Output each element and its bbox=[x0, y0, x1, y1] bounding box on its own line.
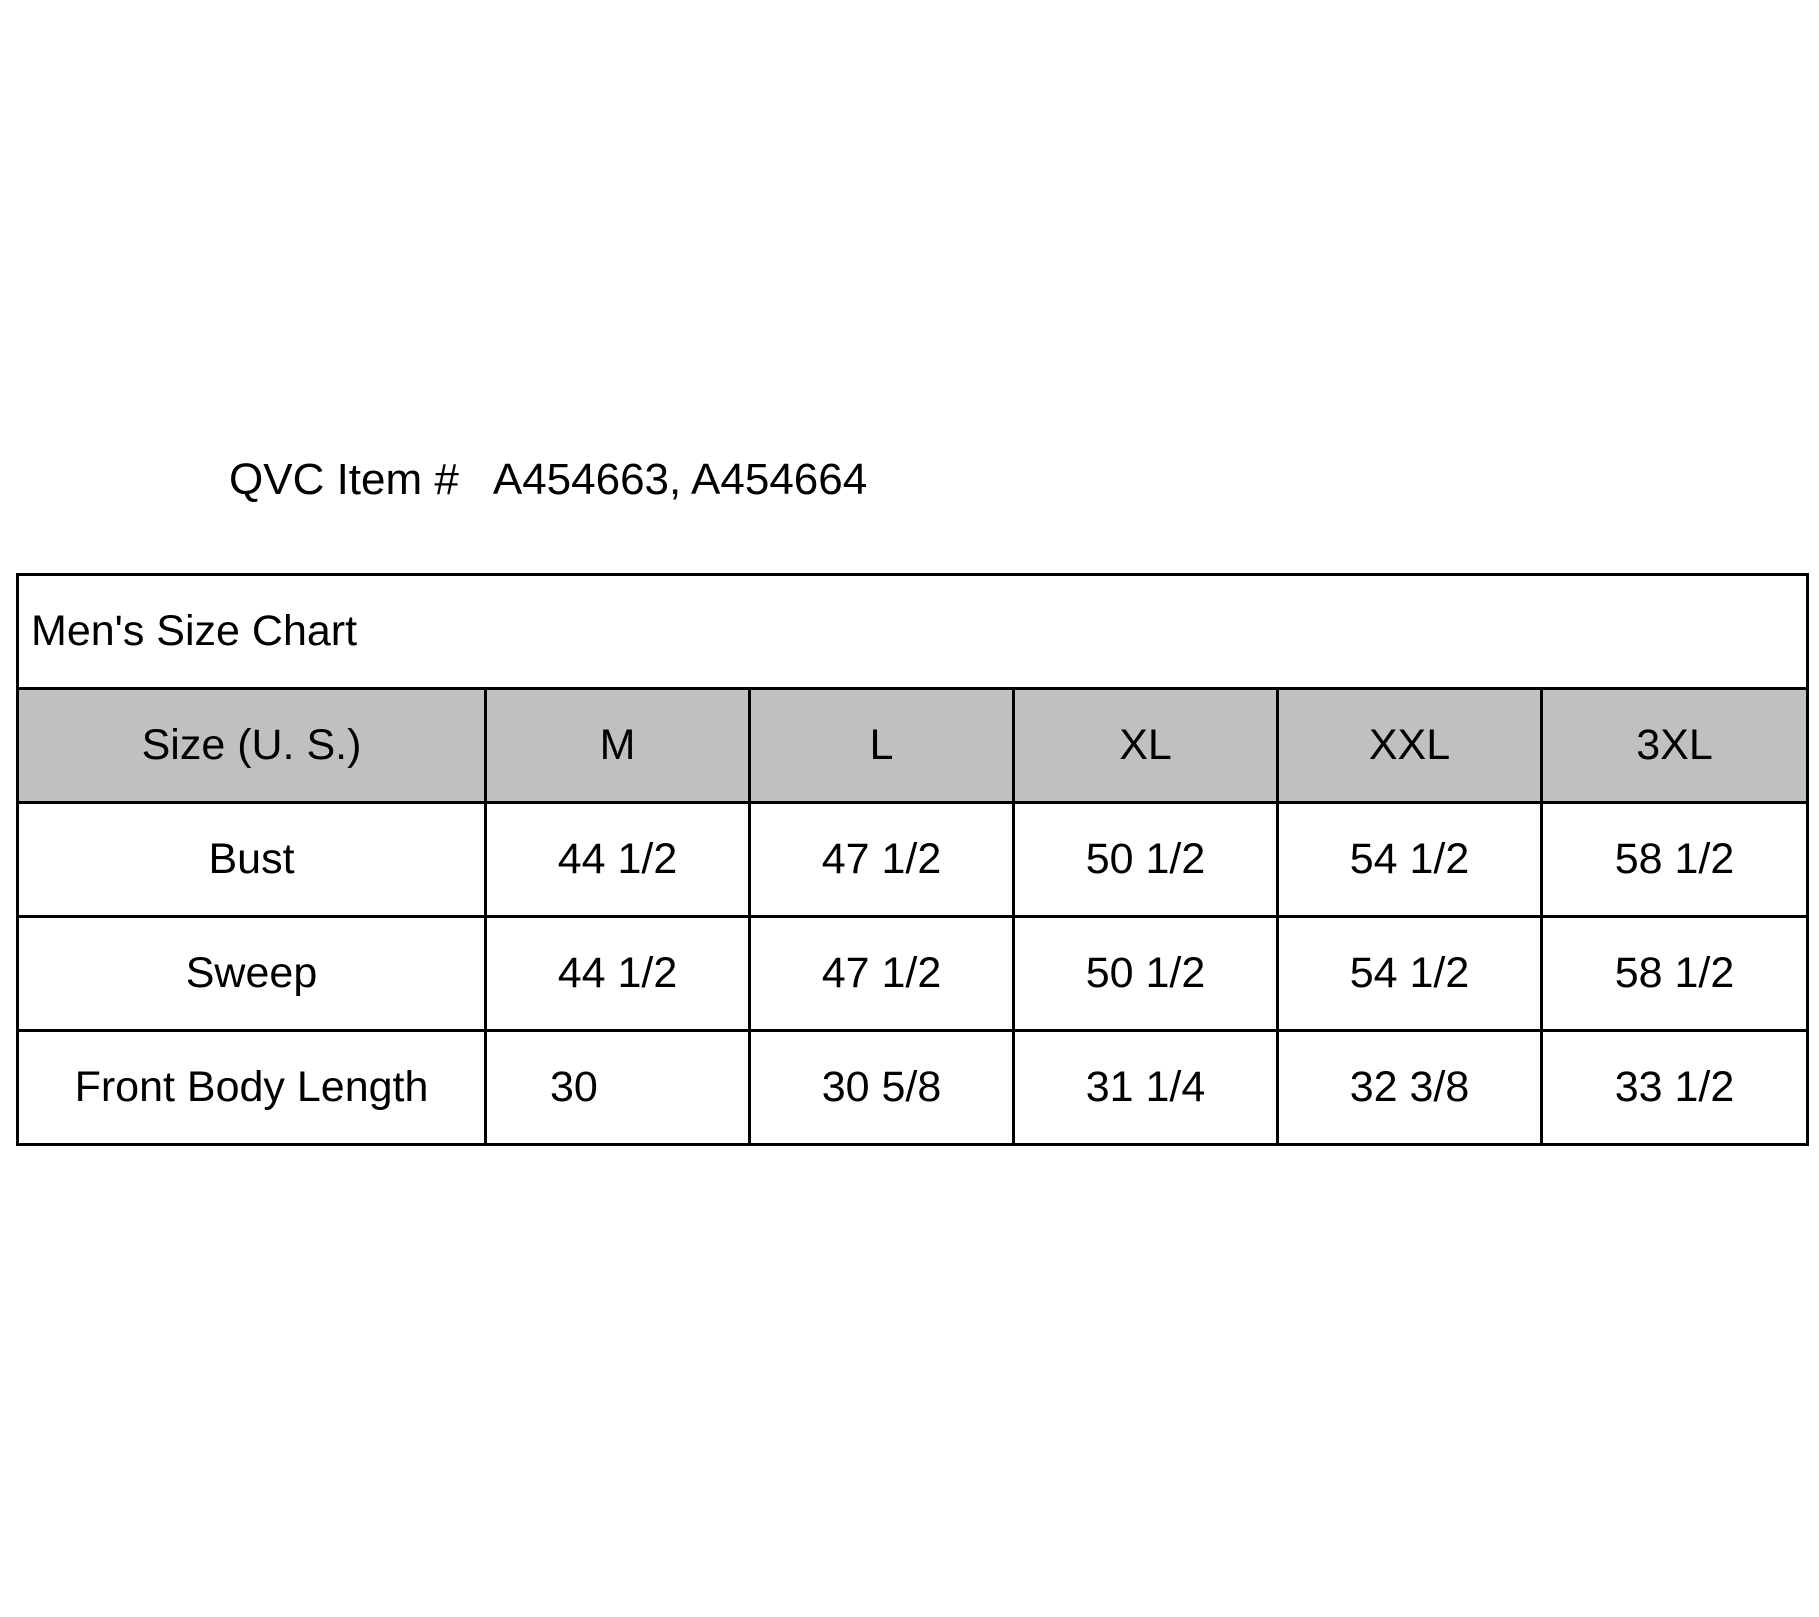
table-row bbox=[18, 803, 1808, 917]
table-cell: 33 1/2 bbox=[1542, 1031, 1808, 1145]
table-cell: 47 1/2 bbox=[750, 803, 1014, 917]
row-label-front-body-length: Front Body Length bbox=[18, 1031, 486, 1145]
header-size-xl: XL bbox=[1014, 689, 1278, 803]
row-label-sweep: Sweep bbox=[18, 917, 486, 1031]
header-size-3xl: 3XL bbox=[1542, 689, 1808, 803]
table-cell: 58 1/2 bbox=[1542, 803, 1808, 917]
table-cell: 50 1/2 bbox=[1014, 803, 1278, 917]
table-cell: 47 1/2 bbox=[750, 917, 1014, 1031]
table-cell: 44 1/2 bbox=[486, 917, 750, 1031]
table-cell: 32 3/8 bbox=[1278, 1031, 1542, 1145]
table-cell: 54 1/2 bbox=[1278, 803, 1542, 917]
row-label-bust: Bust bbox=[18, 803, 486, 917]
item-number-label: QVC Item # bbox=[229, 455, 459, 504]
table-cell: 58 1/2 bbox=[1542, 917, 1808, 1031]
table-cell: 44 1/2 bbox=[486, 803, 750, 917]
item-numbers: A454663, A454664 bbox=[492, 455, 868, 504]
title-row bbox=[18, 575, 1808, 689]
table-cell: 30 bbox=[486, 1031, 750, 1145]
header-row bbox=[18, 689, 1808, 803]
table-cell: 30 5/8 bbox=[750, 1031, 1014, 1145]
header-size-label: Size (U. S.) bbox=[18, 689, 486, 803]
size-chart-table bbox=[16, 573, 1809, 1146]
header-size-xxl: XXL bbox=[1278, 689, 1542, 803]
table-cell: 54 1/2 bbox=[1278, 917, 1542, 1031]
table-row bbox=[18, 1031, 1808, 1145]
table-cell: 31 1/4 bbox=[1014, 1031, 1278, 1145]
item-number-line bbox=[229, 452, 867, 508]
header-size-l: L bbox=[750, 689, 1014, 803]
table-row bbox=[18, 917, 1808, 1031]
header-size-m: M bbox=[486, 689, 750, 803]
size-chart-title: Men's Size Chart bbox=[18, 575, 1808, 689]
table-cell: 50 1/2 bbox=[1014, 917, 1278, 1031]
